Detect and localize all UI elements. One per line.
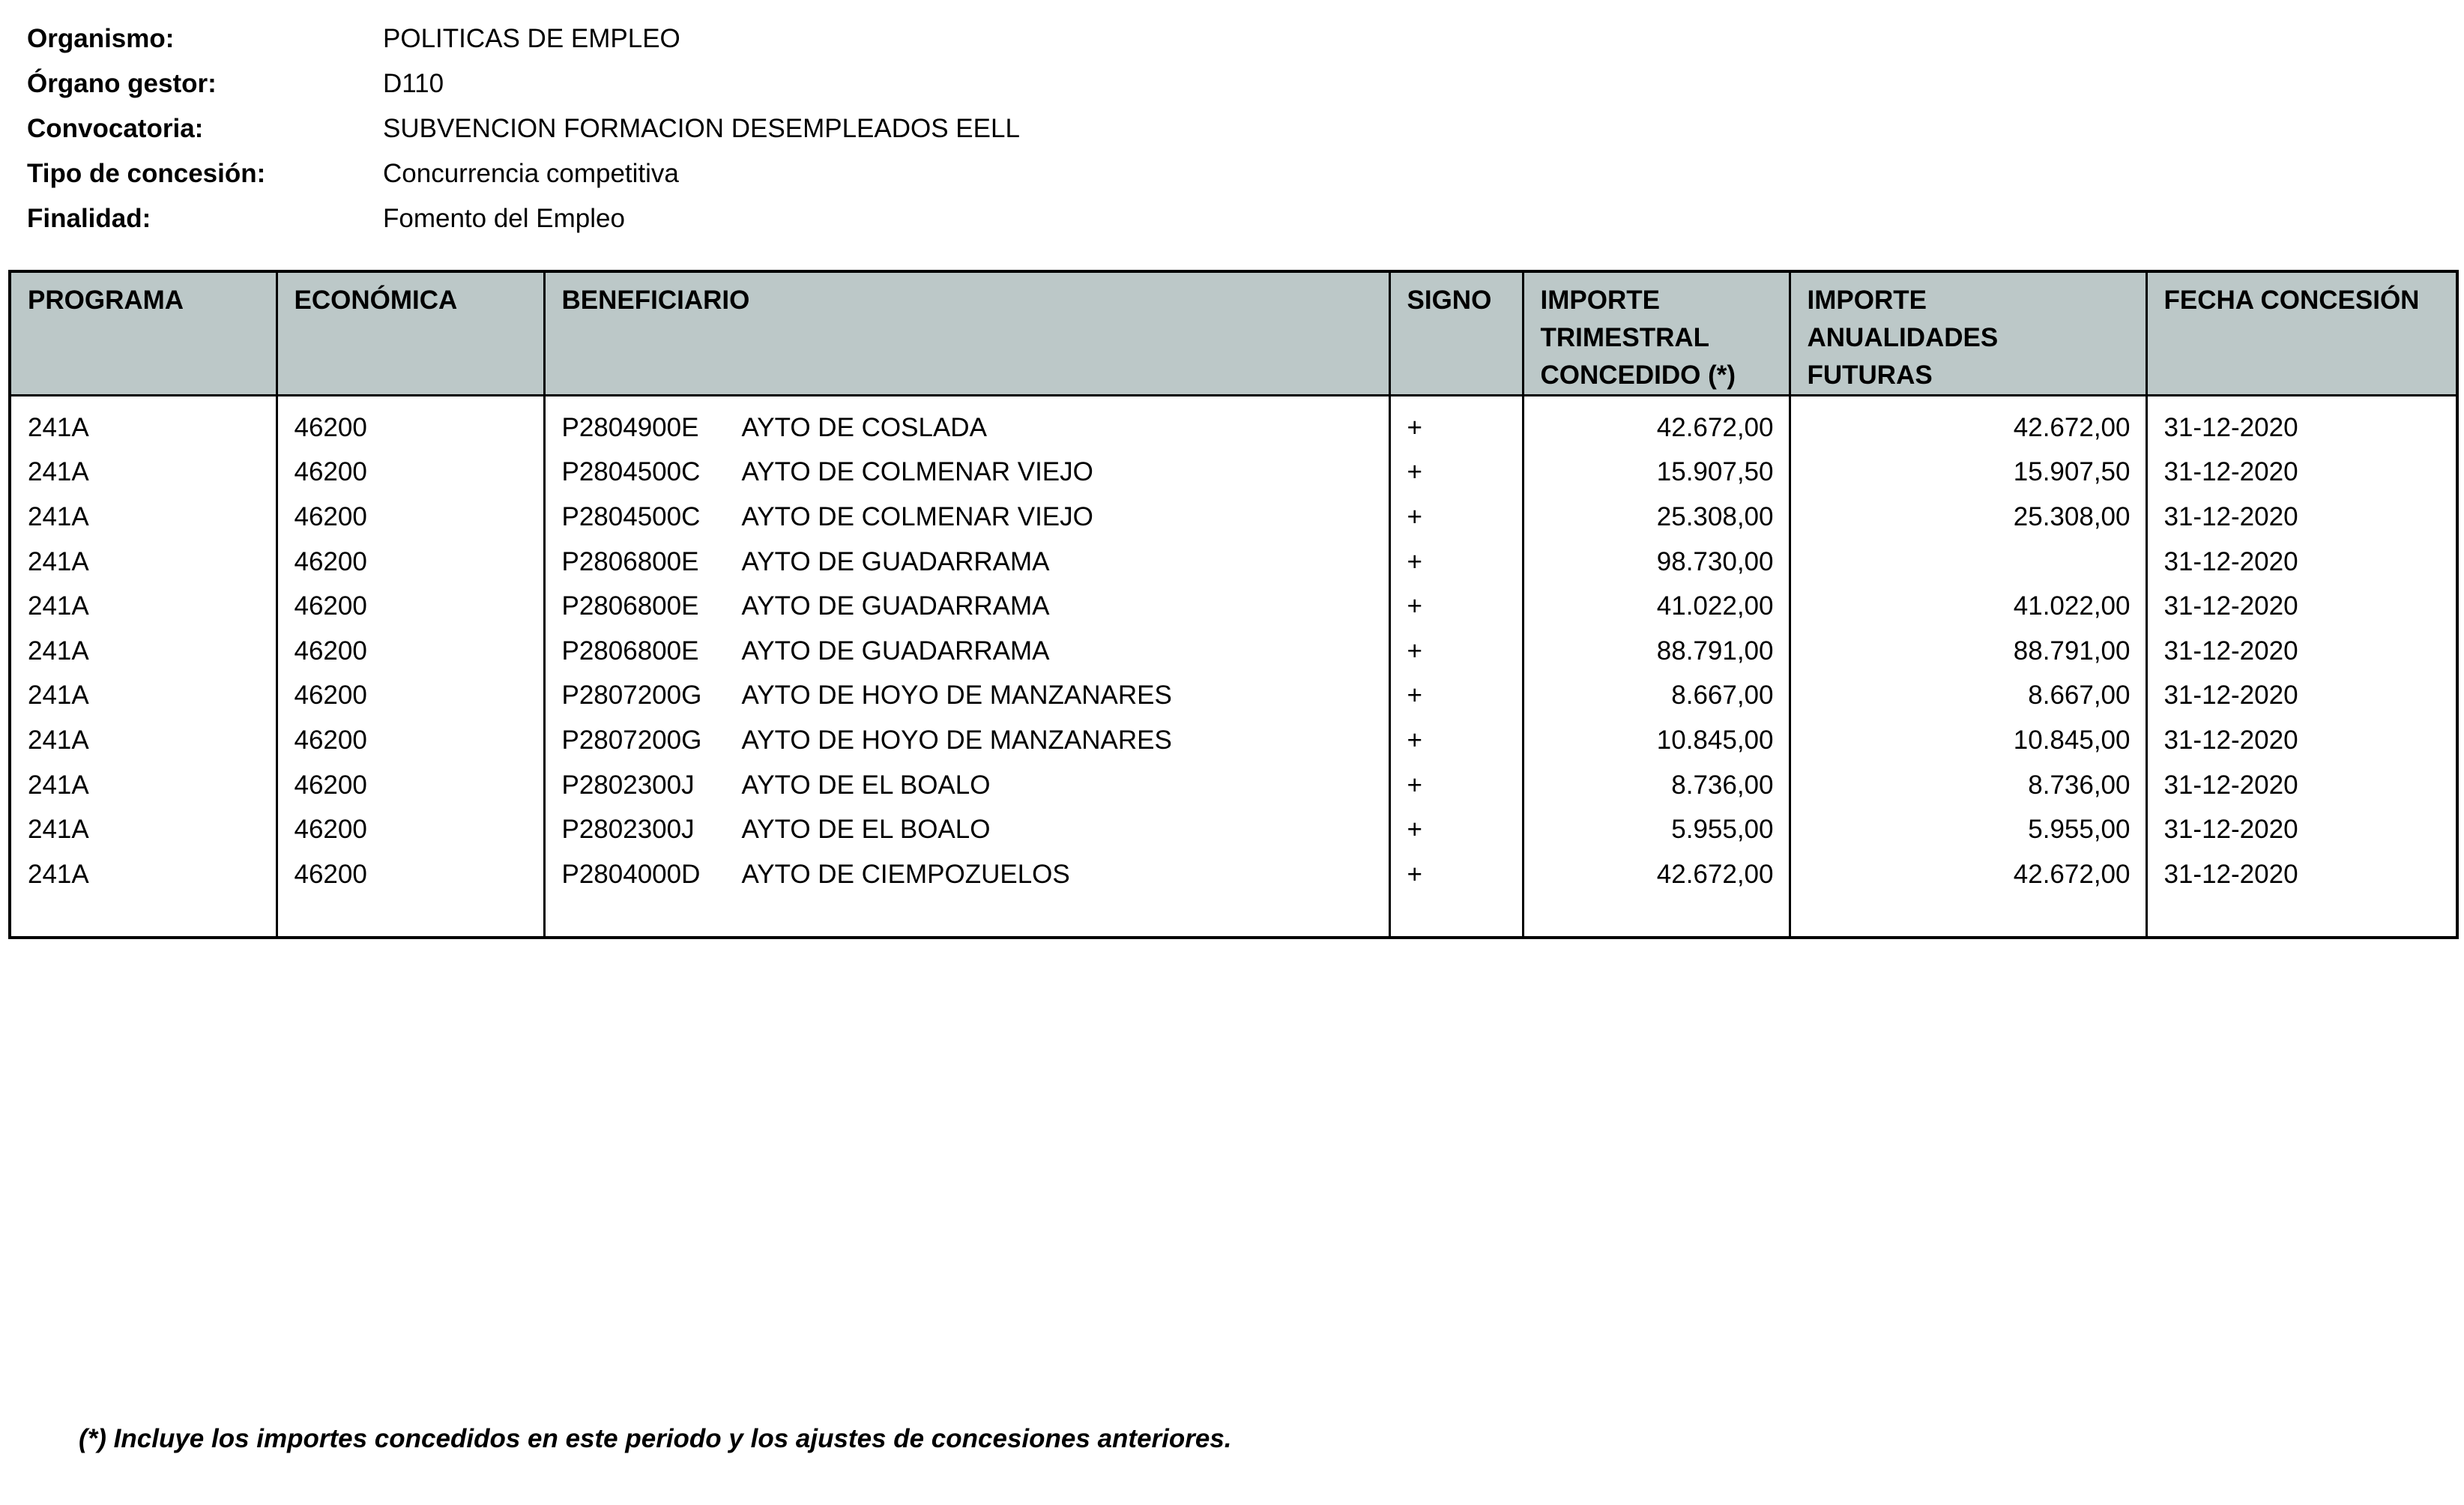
cell-importe-trimestral: 42.672,00 (1523, 396, 1790, 450)
cell-importe-anualidades: 42.672,00 (1790, 852, 2146, 897)
cell-importe-anualidades: 88.791,00 (1790, 629, 2146, 674)
document-metadata (27, 16, 1020, 241)
cell-beneficiario (544, 396, 1389, 450)
table-row (10, 807, 2457, 852)
table-row (10, 674, 2457, 719)
table-row (10, 852, 2457, 897)
cell-signo: + (1389, 718, 1523, 763)
cell-programa: 241A (28, 815, 89, 845)
cell-economica: 46200 (277, 674, 544, 719)
beneficiary-nif: P2806800E (561, 546, 699, 576)
table-row (10, 584, 2457, 629)
cell-beneficiario (544, 450, 1389, 495)
beneficiary-name: AYTO DE COSLADA (741, 412, 987, 442)
column-header-line: ANUALIDADES (1807, 323, 1999, 352)
cell-signo: + (1389, 584, 1523, 629)
metadata-row-convocatoria (27, 106, 1020, 151)
cell-beneficiario (544, 495, 1389, 540)
cell-importe-anualidades: 8.736,00 (1790, 763, 2146, 808)
cell-programa: 241A (28, 546, 89, 576)
beneficiary-name: AYTO DE GUADARRAMA (741, 546, 1050, 576)
cell-economica: 46200 (277, 852, 544, 897)
beneficiary-name: AYTO DE GUADARRAMA (741, 591, 1050, 621)
cell-beneficiario (544, 852, 1389, 897)
metadata-label: Finalidad: (27, 204, 151, 233)
column-header-line: FUTURAS (1807, 361, 1933, 390)
cell-importe-trimestral: 8.736,00 (1523, 763, 1790, 808)
metadata-row-organismo (27, 16, 1020, 61)
cell-beneficiario (544, 674, 1389, 719)
table-row (10, 718, 2457, 763)
metadata-label: Órgano gestor: (27, 69, 217, 98)
column-header-line: CONCEDIDO (*) (1540, 361, 1736, 390)
metadata-label: Organismo: (27, 24, 175, 53)
cell-economica: 46200 (277, 495, 544, 540)
cell-importe-trimestral: 41.022,00 (1523, 584, 1790, 629)
cell-fecha: 31-12-2020 (2146, 495, 2457, 540)
cell-importe-anualidades: 15.907,50 (1790, 450, 2146, 495)
cell-programa: 241A (28, 501, 89, 531)
empty-cell (1790, 897, 2146, 938)
cell-economica: 46200 (277, 763, 544, 808)
table-row (10, 450, 2457, 495)
cell-signo: + (1389, 852, 1523, 897)
concessions-table (8, 270, 2459, 939)
beneficiary-name: AYTO DE GUADARRAMA (741, 636, 1050, 666)
beneficiary-nif: P2804500C (561, 501, 701, 531)
cell-beneficiario (544, 807, 1389, 852)
beneficiary-nif: P2807200G (561, 725, 702, 755)
beneficiary-nif: P2802300J (561, 770, 695, 800)
cell-programa: 241A (28, 770, 89, 800)
cell-fecha: 31-12-2020 (2146, 629, 2457, 674)
cell-importe-anualidades: 42.672,00 (1790, 396, 2146, 450)
column-header-importe-anualidades (1790, 271, 2146, 396)
cell-signo: + (1389, 495, 1523, 540)
column-header-importe-trimestral (1523, 271, 1790, 396)
empty-cell (2146, 897, 2457, 938)
cell-economica: 46200 (277, 450, 544, 495)
cell-importe-trimestral: 5.955,00 (1523, 807, 1790, 852)
cell-signo: + (1389, 629, 1523, 674)
cell-importe-anualidades: 41.022,00 (1790, 584, 2146, 629)
cell-signo: + (1389, 763, 1523, 808)
beneficiary-name: AYTO DE COLMENAR VIEJO (741, 501, 1093, 531)
cell-signo: + (1389, 396, 1523, 450)
beneficiary-name: AYTO DE HOYO DE MANZANARES (741, 725, 1172, 755)
table-row (10, 396, 2457, 450)
empty-cell (1389, 897, 1523, 938)
cell-importe-trimestral: 42.672,00 (1523, 852, 1790, 897)
cell-programa: 241A (28, 591, 89, 621)
footnote: (*) Incluye los importes concedidos en este periodo y los ajustes de concesiones anteriores. (79, 1424, 1232, 1453)
cell-signo: + (1389, 807, 1523, 852)
cell-fecha: 31-12-2020 (2146, 674, 2457, 719)
beneficiary-nif: P2804900E (561, 412, 699, 442)
cell-economica: 46200 (277, 807, 544, 852)
cell-programa: 241A (28, 859, 89, 889)
table-header-row (10, 271, 2457, 396)
metadata-label: Convocatoria: (27, 114, 204, 143)
cell-beneficiario (544, 763, 1389, 808)
beneficiary-nif: P2807200G (561, 681, 702, 711)
cell-beneficiario (544, 584, 1389, 629)
cell-signo: + (1389, 674, 1523, 719)
beneficiary-nif: P2806800E (561, 636, 699, 666)
cell-fecha: 31-12-2020 (2146, 540, 2457, 585)
metadata-row-finalidad (27, 196, 1020, 241)
beneficiary-name: AYTO DE EL BOALO (741, 815, 991, 845)
beneficiary-nif: P2804000D (561, 859, 701, 889)
table-row (10, 540, 2457, 585)
cell-programa: 241A (28, 681, 89, 711)
beneficiary-name: AYTO DE HOYO DE MANZANARES (741, 681, 1172, 711)
cell-beneficiario (544, 718, 1389, 763)
column-header-fecha: FECHA CONCESIÓN (2146, 271, 2457, 396)
cell-fecha: 31-12-2020 (2146, 763, 2457, 808)
cell-importe-anualidades: 10.845,00 (1790, 718, 2146, 763)
empty-cell (277, 897, 544, 938)
cell-fecha: 31-12-2020 (2146, 807, 2457, 852)
column-header-signo: SIGNO (1389, 271, 1523, 396)
cell-importe-anualidades (1790, 540, 2146, 585)
beneficiary-nif: P2802300J (561, 815, 695, 845)
cell-importe-trimestral: 10.845,00 (1523, 718, 1790, 763)
column-header-line: TRIMESTRAL (1540, 323, 1710, 352)
table-row (10, 495, 2457, 540)
empty-cell (544, 897, 1389, 938)
cell-economica: 46200 (277, 396, 544, 450)
cell-fecha: 31-12-2020 (2146, 450, 2457, 495)
cell-importe-trimestral: 8.667,00 (1523, 674, 1790, 719)
cell-importe-trimestral: 15.907,50 (1523, 450, 1790, 495)
cell-economica: 46200 (277, 718, 544, 763)
cell-economica: 46200 (277, 540, 544, 585)
cell-fecha: 31-12-2020 (2146, 396, 2457, 450)
cell-importe-anualidades: 5.955,00 (1790, 807, 2146, 852)
cell-programa: 241A (28, 725, 89, 755)
cell-programa: 241A (28, 412, 89, 442)
cell-signo: + (1389, 450, 1523, 495)
metadata-value: D110 (383, 69, 444, 98)
cell-importe-trimestral: 25.308,00 (1523, 495, 1790, 540)
metadata-value: Concurrencia competitiva (383, 159, 679, 188)
cell-economica: 46200 (277, 629, 544, 674)
cell-importe-anualidades: 8.667,00 (1790, 674, 2146, 719)
table-row (10, 629, 2457, 674)
metadata-value: Fomento del Empleo (383, 204, 625, 233)
cell-programa: 241A (28, 636, 89, 666)
column-header-beneficiario: BENEFICIARIO (544, 271, 1389, 396)
cell-economica: 46200 (277, 584, 544, 629)
metadata-label: Tipo de concesión: (27, 159, 266, 188)
cell-fecha: 31-12-2020 (2146, 584, 2457, 629)
metadata-row-organo-gestor (27, 61, 1020, 106)
cell-importe-trimestral: 98.730,00 (1523, 540, 1790, 585)
column-header-line: IMPORTE (1540, 286, 1660, 315)
cell-programa: 241A (28, 457, 89, 487)
cell-beneficiario (544, 540, 1389, 585)
empty-cell (10, 897, 277, 938)
beneficiary-nif: P2804500C (561, 457, 701, 487)
beneficiary-name: AYTO DE CIEMPOZUELOS (741, 859, 1070, 889)
cell-fecha: 31-12-2020 (2146, 718, 2457, 763)
cell-fecha: 31-12-2020 (2146, 852, 2457, 897)
metadata-value: SUBVENCION FORMACION DESEMPLEADOS EELL (383, 114, 1020, 143)
cell-signo: + (1389, 540, 1523, 585)
cell-importe-anualidades: 25.308,00 (1790, 495, 2146, 540)
metadata-row-tipo-concesion (27, 151, 1020, 196)
beneficiary-nif: P2806800E (561, 591, 699, 621)
beneficiary-name: AYTO DE EL BOALO (741, 770, 991, 800)
metadata-value: POLITICAS DE EMPLEO (383, 24, 680, 53)
table-row (10, 763, 2457, 808)
cell-importe-trimestral: 88.791,00 (1523, 629, 1790, 674)
empty-cell (1523, 897, 1790, 938)
column-header-programa: PROGRAMA (10, 271, 277, 396)
beneficiary-name: AYTO DE COLMENAR VIEJO (741, 457, 1093, 487)
column-header-line: IMPORTE (1807, 286, 1927, 315)
column-header-economica: ECONÓMICA (277, 271, 544, 396)
table-filler-row (10, 897, 2457, 938)
cell-beneficiario (544, 629, 1389, 674)
